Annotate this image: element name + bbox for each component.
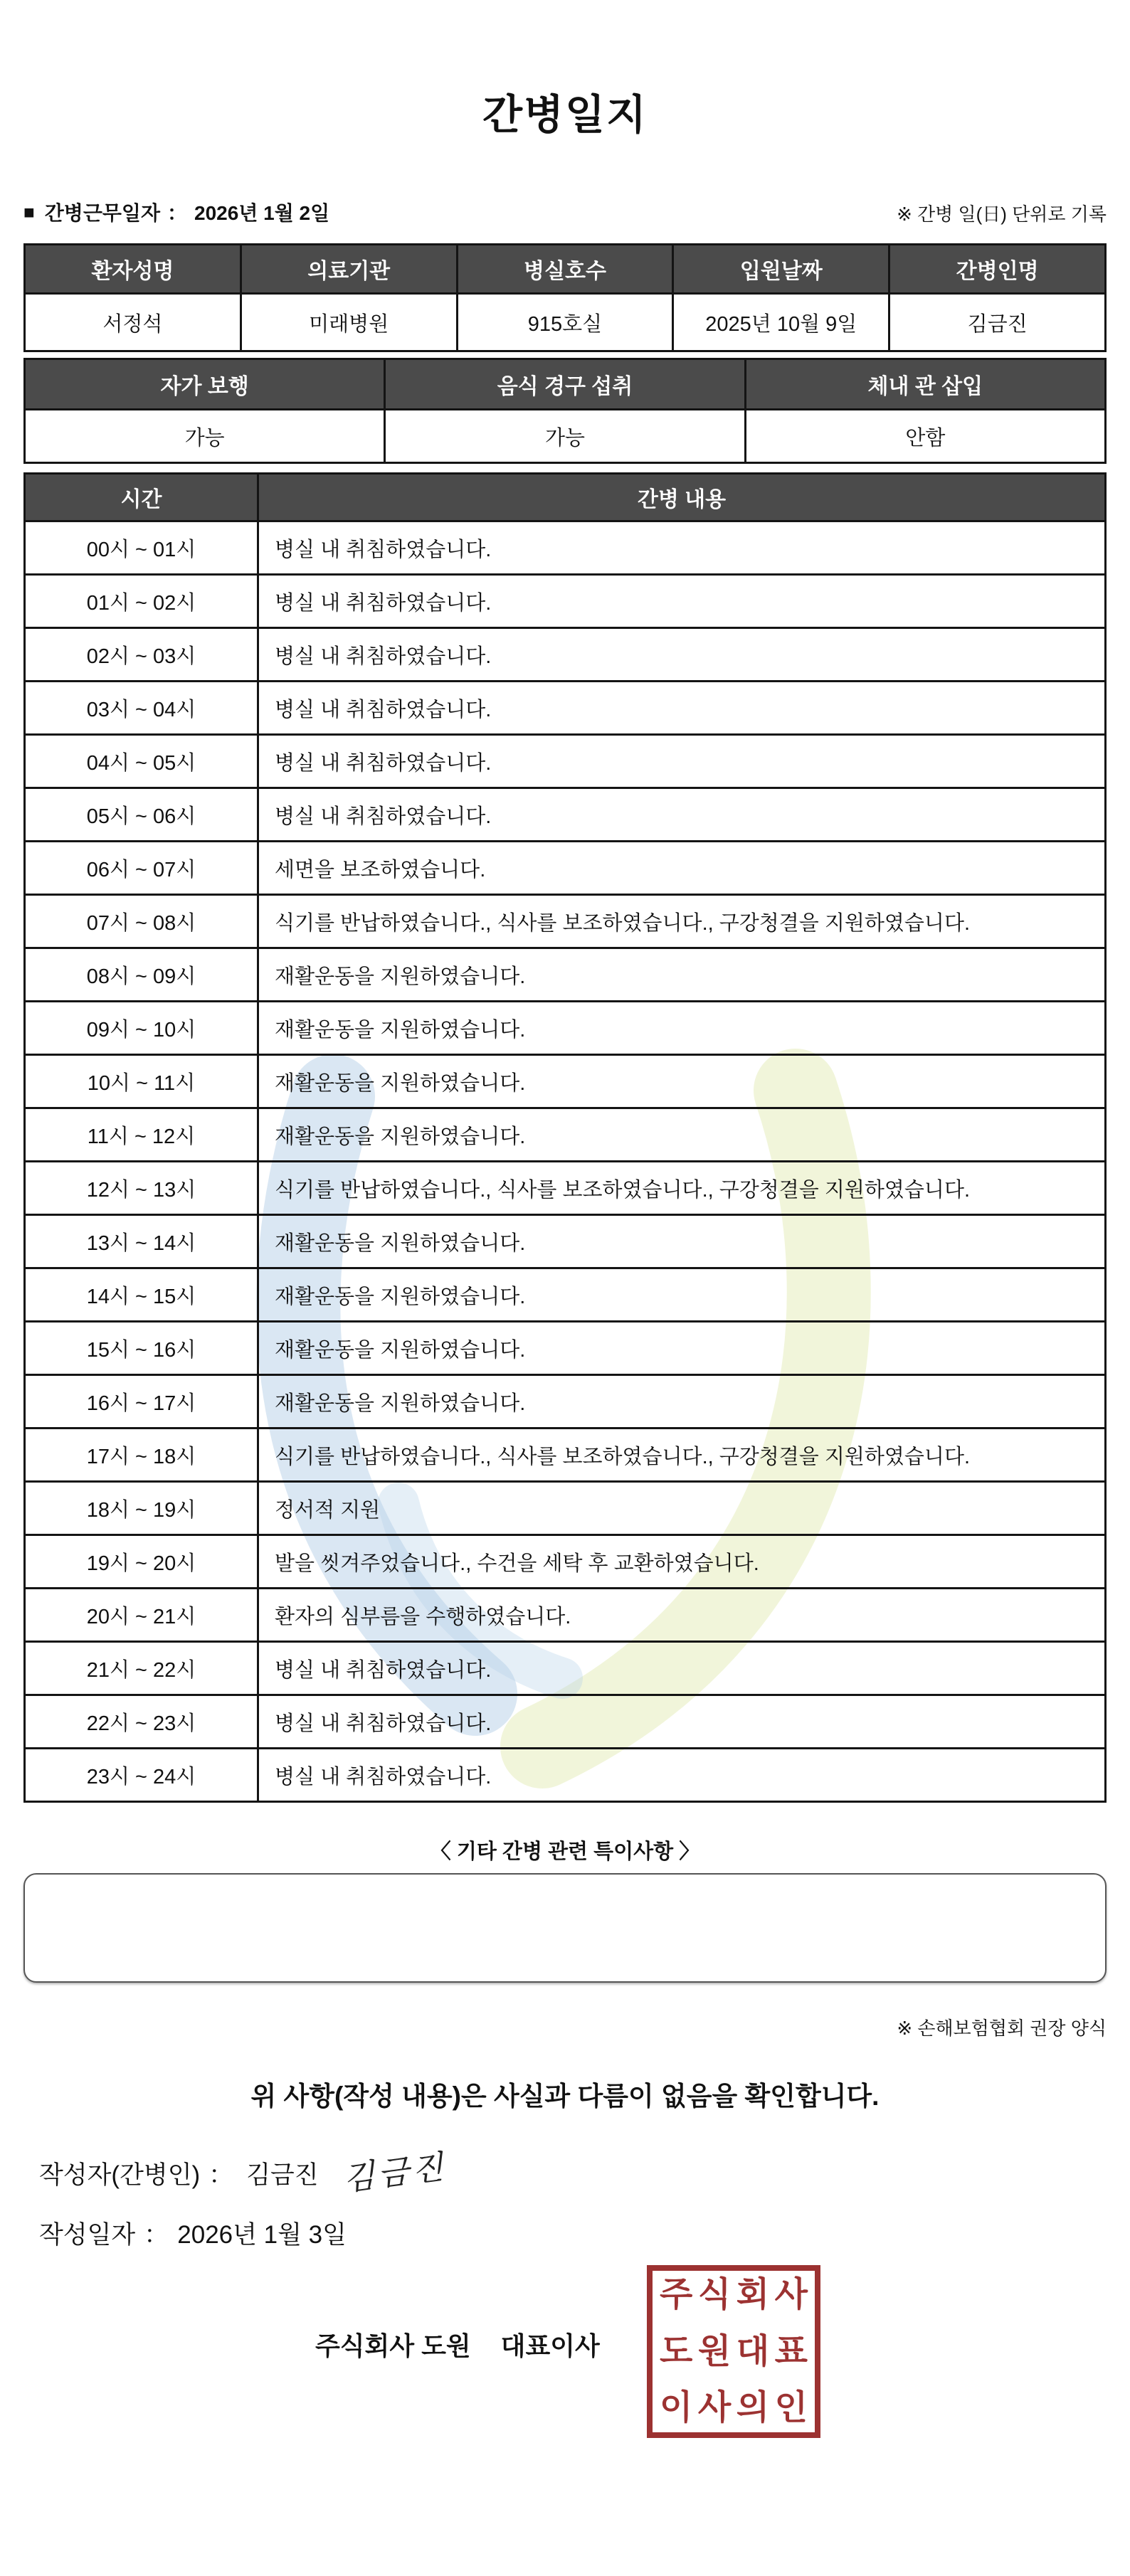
seal-character: 주 <box>660 2276 693 2313</box>
log-content-cell: 병실 내 취침하였습니다. <box>258 788 1106 842</box>
special-notes-heading: 〈 기타 간병 관련 특이사항 〉 <box>430 1840 700 1863</box>
log-time-cell: 07시 ~ 08시 <box>25 895 258 948</box>
log-time-cell: 02시 ~ 03시 <box>25 628 258 682</box>
work-date-label: 간병근무일자 <box>44 202 161 224</box>
log-table-row <box>25 895 1106 948</box>
log-time-cell: 21시 ~ 22시 <box>25 1642 258 1695</box>
log-table-row <box>25 1002 1106 1055</box>
work-date-value: 2026년 1월 2일 <box>194 202 330 224</box>
patient-table-header-cell: 환자성명 <box>25 245 241 294</box>
log-content-cell: 식기를 반납하였습니다., 식사를 보조하였습니다., 구강청결을 지원하였습니다. <box>258 1429 1106 1482</box>
log-table-row <box>25 1162 1106 1215</box>
seal-character: 도 <box>660 2332 693 2370</box>
log-table-row <box>25 1268 1106 1322</box>
log-table-row <box>25 1642 1106 1695</box>
log-table-row <box>25 842 1106 895</box>
log-content-cell: 환자의 심부름을 수행하였습니다. <box>258 1589 1106 1642</box>
log-table-row <box>25 1429 1106 1482</box>
log-content-cell: 병실 내 취침하였습니다. <box>258 521 1106 575</box>
log-time-cell: 03시 ~ 04시 <box>25 682 258 735</box>
log-content-cell: 재활운동을 지원하였습니다. <box>258 1002 1106 1055</box>
log-time-cell: 09시 ~ 10시 <box>25 1002 258 1055</box>
log-table-row <box>25 682 1106 735</box>
handwritten-signature: 김금진 <box>340 2147 448 2198</box>
log-content-cell: 세면을 보조하였습니다. <box>258 842 1106 895</box>
log-table-header-row <box>25 474 1106 521</box>
status-table-header-cell: 체내 관 삽입 <box>745 359 1105 410</box>
log-table-row <box>25 1749 1106 1802</box>
corporate-red-seal <box>647 2265 820 2438</box>
status-table-value-cell: 가능 <box>385 410 745 463</box>
patient-table-header-row <box>25 245 1106 294</box>
patient-table-header-cell: 간병인명 <box>889 245 1106 294</box>
patient-table-value-row <box>25 294 1106 351</box>
author-label: 작성자(간병인) <box>39 2161 201 2189</box>
log-time-cell: 14시 ~ 15시 <box>25 1268 258 1322</box>
seal-character: 이 <box>660 2389 693 2427</box>
status-table-header-cell: 자가 보행 <box>25 359 385 410</box>
company-name: 주식회사 도원 <box>315 2331 471 2360</box>
log-time-cell: 00시 ~ 01시 <box>25 521 258 575</box>
seal-character: 인 <box>774 2389 808 2427</box>
patient-table-value-cell: 미래병원 <box>241 294 457 351</box>
log-content-cell: 재활운동을 지원하였습니다. <box>258 1375 1106 1429</box>
log-table-row <box>25 948 1106 1002</box>
log-content-cell: 재활운동을 지원하였습니다. <box>258 1108 1106 1162</box>
log-table-row <box>25 521 1106 575</box>
company-representative-title: 대표이사 <box>500 2331 600 2360</box>
log-table-row <box>25 1589 1106 1642</box>
status-table-value-row <box>25 410 1106 463</box>
log-content-cell: 발을 씻겨주었습니다., 수건을 세탁 후 교환하였습니다. <box>258 1535 1106 1589</box>
log-content-cell: 재활운동을 지원하였습니다. <box>258 948 1106 1002</box>
log-time-cell: 18시 ~ 19시 <box>25 1482 258 1535</box>
seal-character: 사 <box>697 2389 732 2427</box>
seal-text-row <box>660 2332 808 2370</box>
care-work-date-line <box>23 198 329 226</box>
log-content-cell: 병실 내 취침하였습니다. <box>258 1749 1106 1802</box>
log-table-row <box>25 1215 1106 1268</box>
log-table-row <box>25 1695 1106 1749</box>
log-time-cell: 08시 ~ 09시 <box>25 948 258 1002</box>
log-table-row <box>25 1375 1106 1429</box>
log-time-cell: 12시 ~ 13시 <box>25 1162 258 1215</box>
log-content-cell: 식기를 반납하였습니다., 식사를 보조하였습니다., 구강청결을 지원하였습니다. <box>258 895 1106 948</box>
log-content-cell: 정서적 지원 <box>258 1482 1106 1535</box>
seal-character: 표 <box>774 2332 808 2370</box>
log-content-cell: 병실 내 취침하였습니다. <box>258 575 1106 628</box>
black-square-bullet-icon: ■ <box>23 201 35 223</box>
special-notes-box <box>23 1873 1107 1983</box>
author-colon: ： <box>208 2161 234 2189</box>
status-table-header-cell: 음식 경구 섭취 <box>385 359 745 410</box>
patient-table-header-cell: 의료기관 <box>241 245 457 294</box>
patient-table-header-cell: 입원날짜 <box>673 245 889 294</box>
seal-character: 회 <box>736 2276 770 2313</box>
patient-status-table <box>23 358 1107 464</box>
confirmation-statement: 위 사항(작성 내용)은 사실과 다름이 없음을 확인합니다. <box>250 2082 880 2111</box>
page-title: 간병일지 <box>482 92 648 138</box>
log-time-cell: 10시 ~ 11시 <box>25 1055 258 1108</box>
author-line <box>39 2147 1130 2198</box>
recommended-form-note: ※ 손해보험협회 권장 양식 <box>897 2018 1107 2039</box>
seal-text-row <box>660 2278 808 2312</box>
log-table-row <box>25 735 1106 788</box>
log-content-cell: 재활운동을 지원하였습니다. <box>258 1055 1106 1108</box>
status-table-header-row <box>25 359 1106 410</box>
log-content-cell: 병실 내 취침하였습니다. <box>258 1642 1106 1695</box>
log-time-header-cell: 시간 <box>25 474 258 521</box>
work-date-colon: ： <box>167 202 188 224</box>
log-time-cell: 23시 ~ 24시 <box>25 1749 258 1802</box>
patient-table-value-cell: 915호실 <box>457 294 673 351</box>
log-content-cell: 재활운동을 지원하였습니다. <box>258 1215 1106 1268</box>
author-name: 김금진 <box>246 2161 319 2189</box>
log-content-cell: 재활운동을 지원하였습니다. <box>258 1322 1106 1375</box>
log-content-cell: 병실 내 취침하였습니다. <box>258 1695 1106 1749</box>
log-time-cell: 06시 ~ 07시 <box>25 842 258 895</box>
log-content-cell: 병실 내 취침하였습니다. <box>258 628 1106 682</box>
hourly-care-log-table <box>23 472 1107 1803</box>
log-time-cell: 15시 ~ 16시 <box>25 1322 258 1375</box>
log-table-row <box>25 575 1106 628</box>
patient-table-value-cell: 2025년 10월 9일 <box>673 294 889 351</box>
patient-info-table <box>23 243 1107 352</box>
log-time-cell: 20시 ~ 21시 <box>25 1589 258 1642</box>
status-table-value-cell: 가능 <box>25 410 385 463</box>
log-time-cell: 17시 ~ 18시 <box>25 1429 258 1482</box>
log-time-cell: 01시 ~ 02시 <box>25 575 258 628</box>
patient-table-value-cell: 서정석 <box>25 294 241 351</box>
written-date-colon: ： <box>144 2221 169 2249</box>
log-content-cell: 재활운동을 지원하였습니다. <box>258 1268 1106 1322</box>
log-content-header-cell: 간병 내용 <box>258 474 1106 521</box>
log-table-row <box>25 1055 1106 1108</box>
company-signature-row <box>0 2261 1130 2432</box>
seal-character: 의 <box>736 2389 770 2427</box>
log-table-row <box>25 1108 1106 1162</box>
log-table-row <box>25 1535 1106 1589</box>
log-time-cell: 16시 ~ 17시 <box>25 1375 258 1429</box>
patient-table-value-cell: 김금진 <box>889 294 1106 351</box>
patient-table-header-cell: 병실호수 <box>457 245 673 294</box>
seal-text-row <box>660 2391 808 2425</box>
log-time-cell: 11시 ~ 12시 <box>25 1108 258 1162</box>
seal-character: 대 <box>736 2332 770 2370</box>
written-date-label: 작성일자 <box>39 2221 136 2249</box>
company-line <box>315 2326 600 2363</box>
seal-character: 사 <box>774 2276 808 2313</box>
status-table-value-cell: 안함 <box>745 410 1105 463</box>
log-content-cell: 식기를 반납하였습니다., 식사를 보조하였습니다., 구강청결을 지원하였습니다. <box>258 1162 1106 1215</box>
log-time-cell: 13시 ~ 14시 <box>25 1215 258 1268</box>
care-journal-document <box>0 92 1130 2432</box>
written-date-value: 2026년 1월 3일 <box>177 2221 347 2249</box>
seal-character: 원 <box>697 2332 732 2370</box>
log-table-row <box>25 1482 1106 1535</box>
meta-row <box>23 198 1107 226</box>
log-time-cell: 19시 ~ 20시 <box>25 1535 258 1589</box>
log-content-cell: 병실 내 취침하였습니다. <box>258 682 1106 735</box>
log-time-cell: 22시 ~ 23시 <box>25 1695 258 1749</box>
seal-character: 식 <box>697 2276 732 2313</box>
record-unit-note: ※ 간병 일(日) 단위로 기록 <box>897 203 1107 225</box>
log-time-cell: 05시 ~ 06시 <box>25 788 258 842</box>
log-table-row <box>25 628 1106 682</box>
log-time-cell: 04시 ~ 05시 <box>25 735 258 788</box>
log-table-row <box>25 788 1106 842</box>
log-table-row <box>25 1322 1106 1375</box>
written-date-line <box>39 2215 1130 2251</box>
log-content-cell: 병실 내 취침하였습니다. <box>258 735 1106 788</box>
